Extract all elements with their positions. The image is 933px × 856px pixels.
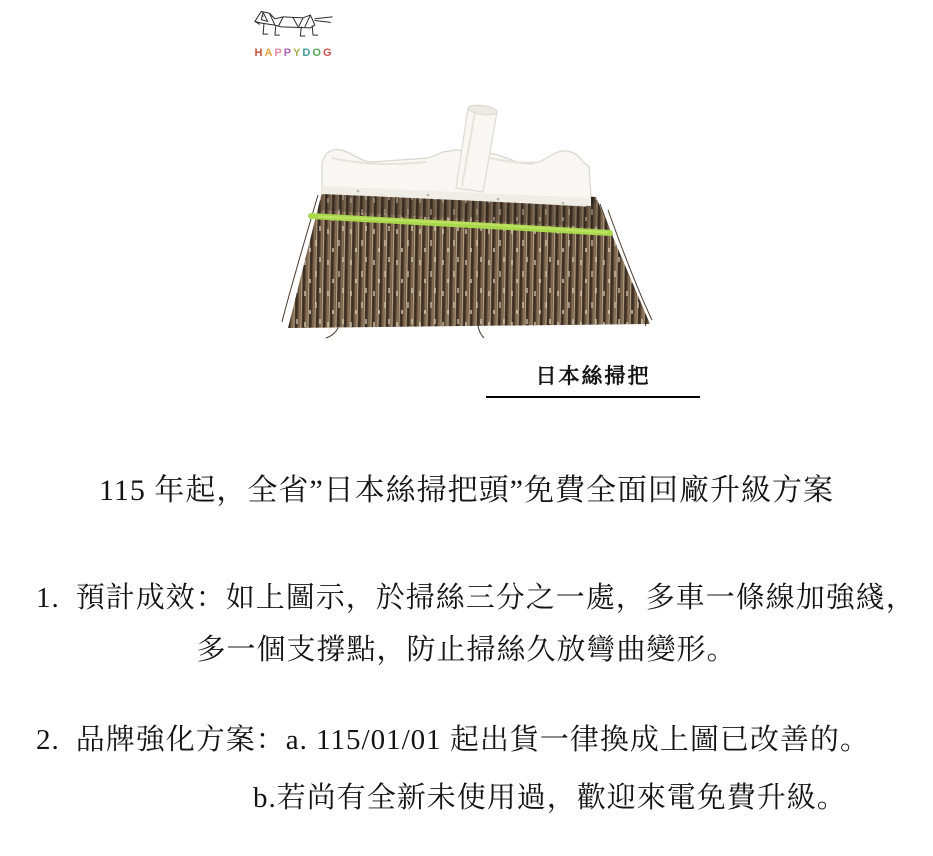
broom-product-image <box>278 100 658 340</box>
list-item-1-text: 預計成效：如上圖示，於掃絲三分之一處，多車一條線加強綫， <box>75 582 916 614</box>
page-title: 115 年起，全省”日本絲掃把頭”免費全面回廠升級方案 <box>98 474 835 507</box>
list-item-2-line-1 <box>36 720 870 760</box>
list-item-1-line-2: 多一個支撐點，防止掃絲久放彎曲變形。 <box>196 634 737 666</box>
brand-letters <box>244 47 344 59</box>
brand-letter: Y <box>293 47 303 59</box>
list-item-2-line-2: b.若尚有全新未使用過，歡迎來電免費升級。 <box>253 782 847 814</box>
dog-legs <box>263 23 318 36</box>
dog-ear <box>261 12 267 21</box>
brand-letter: P <box>274 47 284 59</box>
brand-letter: D <box>302 47 313 59</box>
dachshund-line-art-icon <box>248 6 340 46</box>
list-item-1-number: 1. <box>36 582 60 614</box>
happydog-logo <box>244 6 344 59</box>
brand-letter: H <box>254 47 265 59</box>
figure-caption: 日本絲掃把 <box>486 362 700 398</box>
list-item-2-text: 品牌強化方案：a. 115/01/01 起出貨一律換成上圖已改善的。 <box>75 724 870 756</box>
dog-eye <box>262 15 264 17</box>
brand-letter: P <box>283 47 294 59</box>
brand-letter: G <box>322 47 334 59</box>
list-item-1-line-1 <box>36 578 916 618</box>
list-item-2-number: 2. <box>36 724 60 756</box>
dog-tail <box>315 17 332 22</box>
brand-letter: A <box>264 47 275 59</box>
brand-letter: O <box>312 47 323 59</box>
